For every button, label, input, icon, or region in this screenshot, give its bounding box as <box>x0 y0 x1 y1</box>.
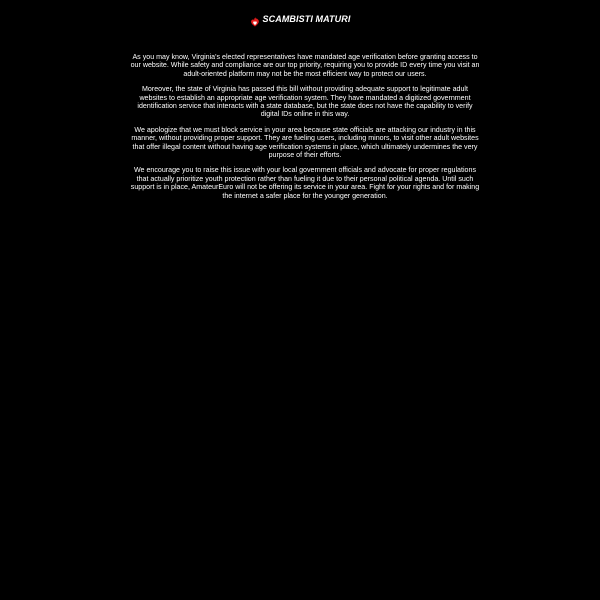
logo-text: SCAMBISTI MATURI <box>262 14 351 24</box>
header <box>0 13 600 25</box>
flame-heart-icon <box>250 14 260 24</box>
message-paragraph: As you may know, Virginia's elected representatives have mandated age verification before granting access to our website. While safety and compliance are our top priority, requiring you to provide ID every time you visit an adult-oriented platform may not be the most efficient way to protect our users. <box>130 53 480 78</box>
site-logo[interactable] <box>250 13 351 25</box>
message-paragraph: We apologize that we must block service in your area because state officials are attacking our industry in this manner, without providing proper support. They are fueling users, including minors, to visit other adult websites that offer illegal content without having age verification systems in place, which ultimately undermines the very purpose of their efforts. <box>131 125 479 160</box>
message-paragraph: We encourage you to raise this issue with your local government officials and advocate for proper regulations that actually prioritize youth protection rather than fueling it due to their personal political agenda. Until such support is in place, AmateurEuro will not be offering its service in your area. Fight for your rights and for making the internet a safer place for the younger generation. <box>130 166 480 200</box>
block-message <box>130 53 480 207</box>
message-paragraph: Moreover, the state of Virginia has passed this bill without providing adequate support to legitimate adult websites to establish an appropriate age verification system. They have mandated a digitized government identification service that interacts with a state database, but the state does not have the capability to verify digital IDs online in this way. <box>137 85 473 119</box>
